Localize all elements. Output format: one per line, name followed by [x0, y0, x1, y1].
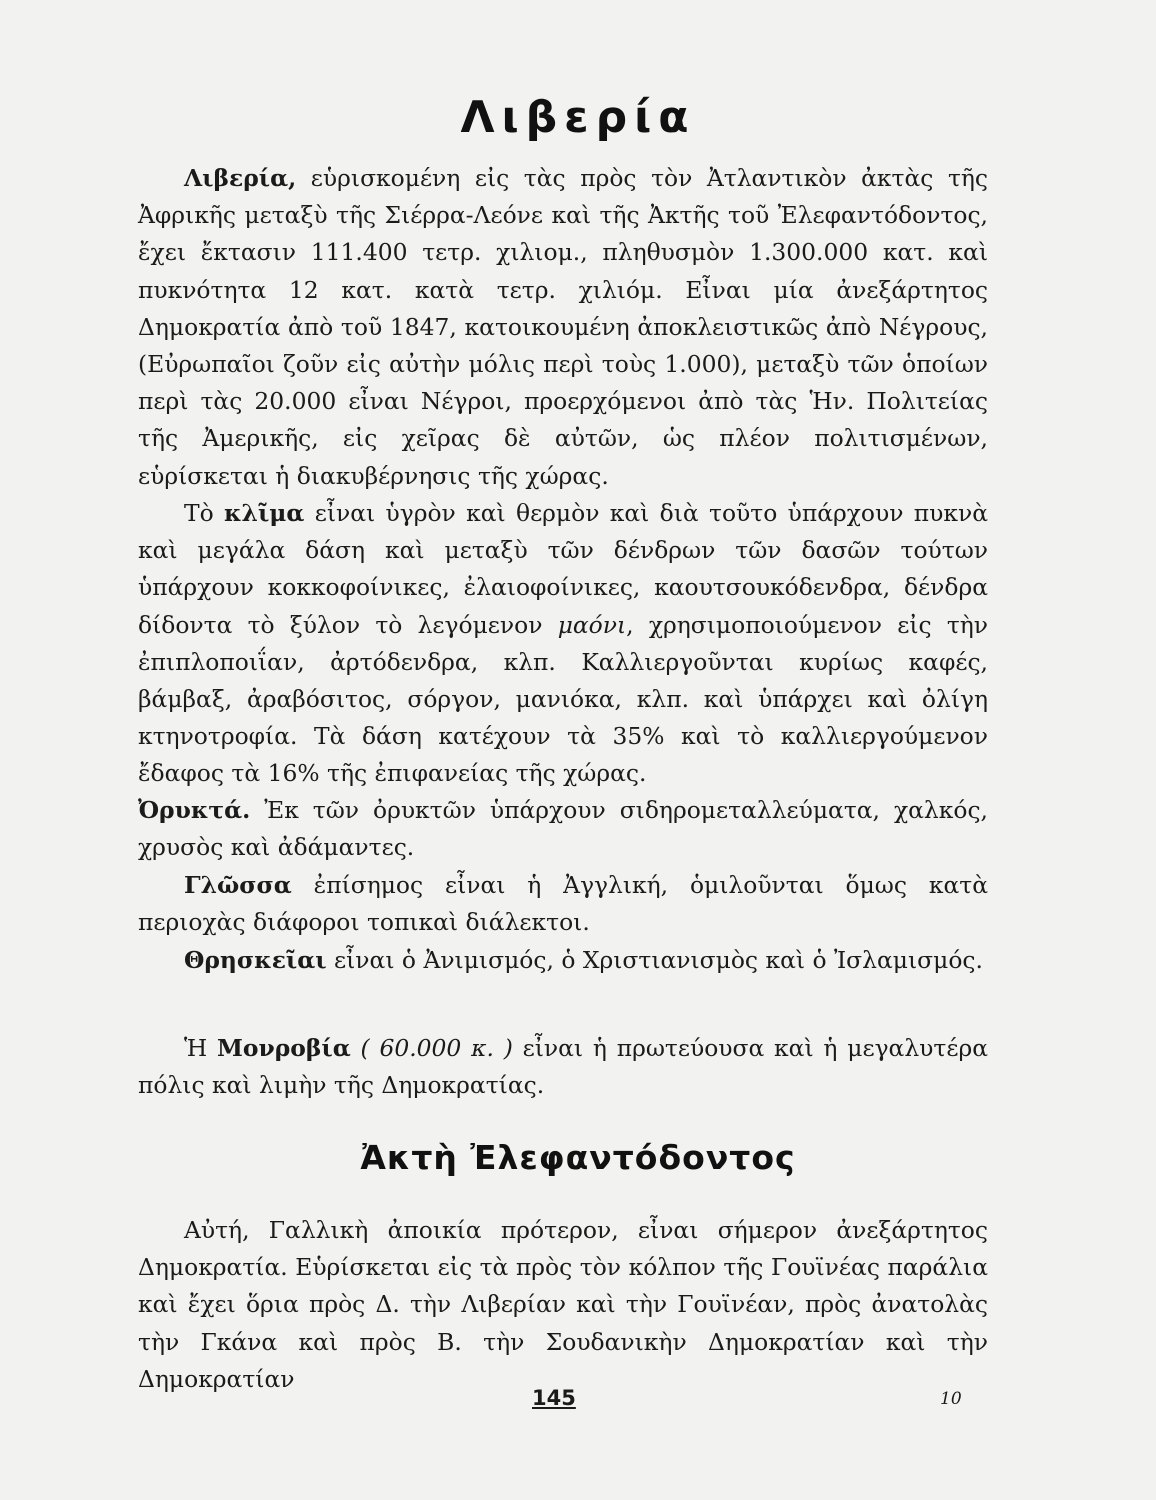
paragraph-lead: Ἡ — [184, 1034, 218, 1062]
section-title-ivory-coast: Ἀκτὴ Ἐλεφαντόδοντος — [360, 1138, 796, 1177]
paragraph-text: Ἐκ τῶν ὀρυκτῶν ὑπάρχουν σιδηρομεταλλεύματα, χαλκός, χρυσὸς καὶ ἀδάμαντες. — [138, 796, 988, 862]
term-mahogany: μαόνι — [557, 610, 627, 639]
signature-mark: 10 — [940, 1389, 962, 1409]
paragraph-liberia-overview — [138, 160, 988, 495]
paragraph-text: ἐπίσημος εἶναι ἡ Ἀγγλική, ὁμιλοῦνται ὅμως κατὰ περιοχὰς διάφοροι τοπικαὶ διάλεκτοι. — [138, 871, 988, 937]
paragraph-text: εἶναι ὁ Ἀνιμισμός, ὁ Χριστιανισμὸς καὶ ὁ Ἰσλαμισμός. — [326, 946, 983, 974]
term-climate: κλῖμα — [224, 499, 305, 527]
paragraph-language — [138, 867, 988, 941]
term-liberia: Λιβερία, — [184, 164, 297, 192]
capital-population: ( 60.000 κ. ) — [350, 1034, 513, 1062]
paragraph-ivory-coast: Αὐτή, Γαλλικὴ ἀποικία πρότερον, εἶναι σήμερον ἀνεξάρτητος Δημοκρατία. Εὑρίσκεται εἰς τὰ πρὸς τὸν κόλπον τῆς Γουϊνέας παράλια καὶ ἔχει ὅρια πρὸς Δ. τὴν Λιβερίαν καὶ τὴν Γουϊνέαν, πρὸς ἀνατολὰς τὴν Γκάνα καὶ πρὸς Β. τὴν Σουδανικὴν Δημοκρατίαν καὶ τὴν Δημοκρατίαν — [138, 1216, 988, 1393]
paragraph-religions — [138, 942, 988, 979]
paragraph-text: , χρησιμοποιούμενον εἰς τὴν ἐπιπλοποιΐαν, ἀρτόδενδρα, κλπ. Καλλιεργοῦνται κυρίως καφές, βάμβαξ, ἀραβόσιτος, σόργον, μανιόκα, κλπ. καὶ ὑπάρχει καὶ ὀλίγη κτηνοτροφία. Τὰ δάση κατέχουν τὰ 35% καὶ τὸ καλλιεργούμενον ἔδαφος τὰ 16% τῆς ἐπιφανείας τῆς χώρας. — [138, 610, 989, 788]
paragraph-text: εὑρισκομένη εἰς τὰς πρὸς τὸν Ἀτλαντικὸν ἀκτὰς τῆς Ἀφρικῆς μεταξὺ τῆς Σιέρρα-Λεόνε καὶ τῆς Ἀκτῆς τοῦ Ἐλεφαντόδοντος, ἔχει ἔκτασιν 111.400 τετρ. χιλιομ., πληθυσμὸν 1.300.000 κατ. καὶ πυκνότητα 12 κατ. κατὰ τετρ. χιλιόμ. Εἶναι μία ἀνεξάρτητος Δημοκρατία ἀπὸ τοῦ 1847, κατοικουμένη ἀποκλειστικῶς ἀπὸ Νέγρους, (Εὐρωπαῖοι ζοῦν εἰς αὐτὴν μόλις περὶ τοὺς 1.000), μεταξὺ τῶν ὁποίων περὶ τὰς 20.000 εἶναι Νέγροι, προερχόμενοι ἀπὸ τὰς Ἡν. Πολιτείας τῆς Ἀμερικῆς, εἰς χεῖρας δὲ αὐτῶν, ὡς πλέον πολιτισμένων, εὑρίσκεται ἡ διακυβέρνησις τῆς χώρας. — [138, 164, 988, 490]
term-minerals: Ὀρυκτά. — [138, 796, 251, 824]
page-number: 145 — [532, 1386, 576, 1410]
paragraph-text: εἶναι ὑγρὸν καὶ θερμὸν καὶ διὰ τοῦτο ὑπάρχουν πυκνὰ καὶ μεγάλα δάση καὶ μεταξὺ τῶν δένδρων τῶν δασῶν τούτων ὑπάρχουν κοκκοφοίνικες, ἐλαιοφοίνικες, καουτσουκόδενδρα, δένδρα δίδοντα τὸ ξύλον τὸ λεγόμενον — [138, 499, 988, 639]
term-monrovia: Μονροβία — [217, 1034, 351, 1062]
paragraph-text: εἶναι ἡ πρωτεύουσα καὶ ἡ μεγαλυτέρα πόλις καὶ λιμὴν τῆς Δημοκρατίας. — [138, 1034, 988, 1100]
paragraph-capital — [138, 1030, 988, 1104]
section-title-liberia: Λιβερία — [460, 92, 696, 143]
paragraph-minerals — [138, 792, 988, 866]
term-religions: Θρησκεῖαι — [184, 946, 327, 974]
paragraph-climate — [138, 495, 988, 793]
term-language: Γλῶσσα — [184, 871, 292, 899]
paragraph-lead: Τὸ — [184, 499, 225, 527]
